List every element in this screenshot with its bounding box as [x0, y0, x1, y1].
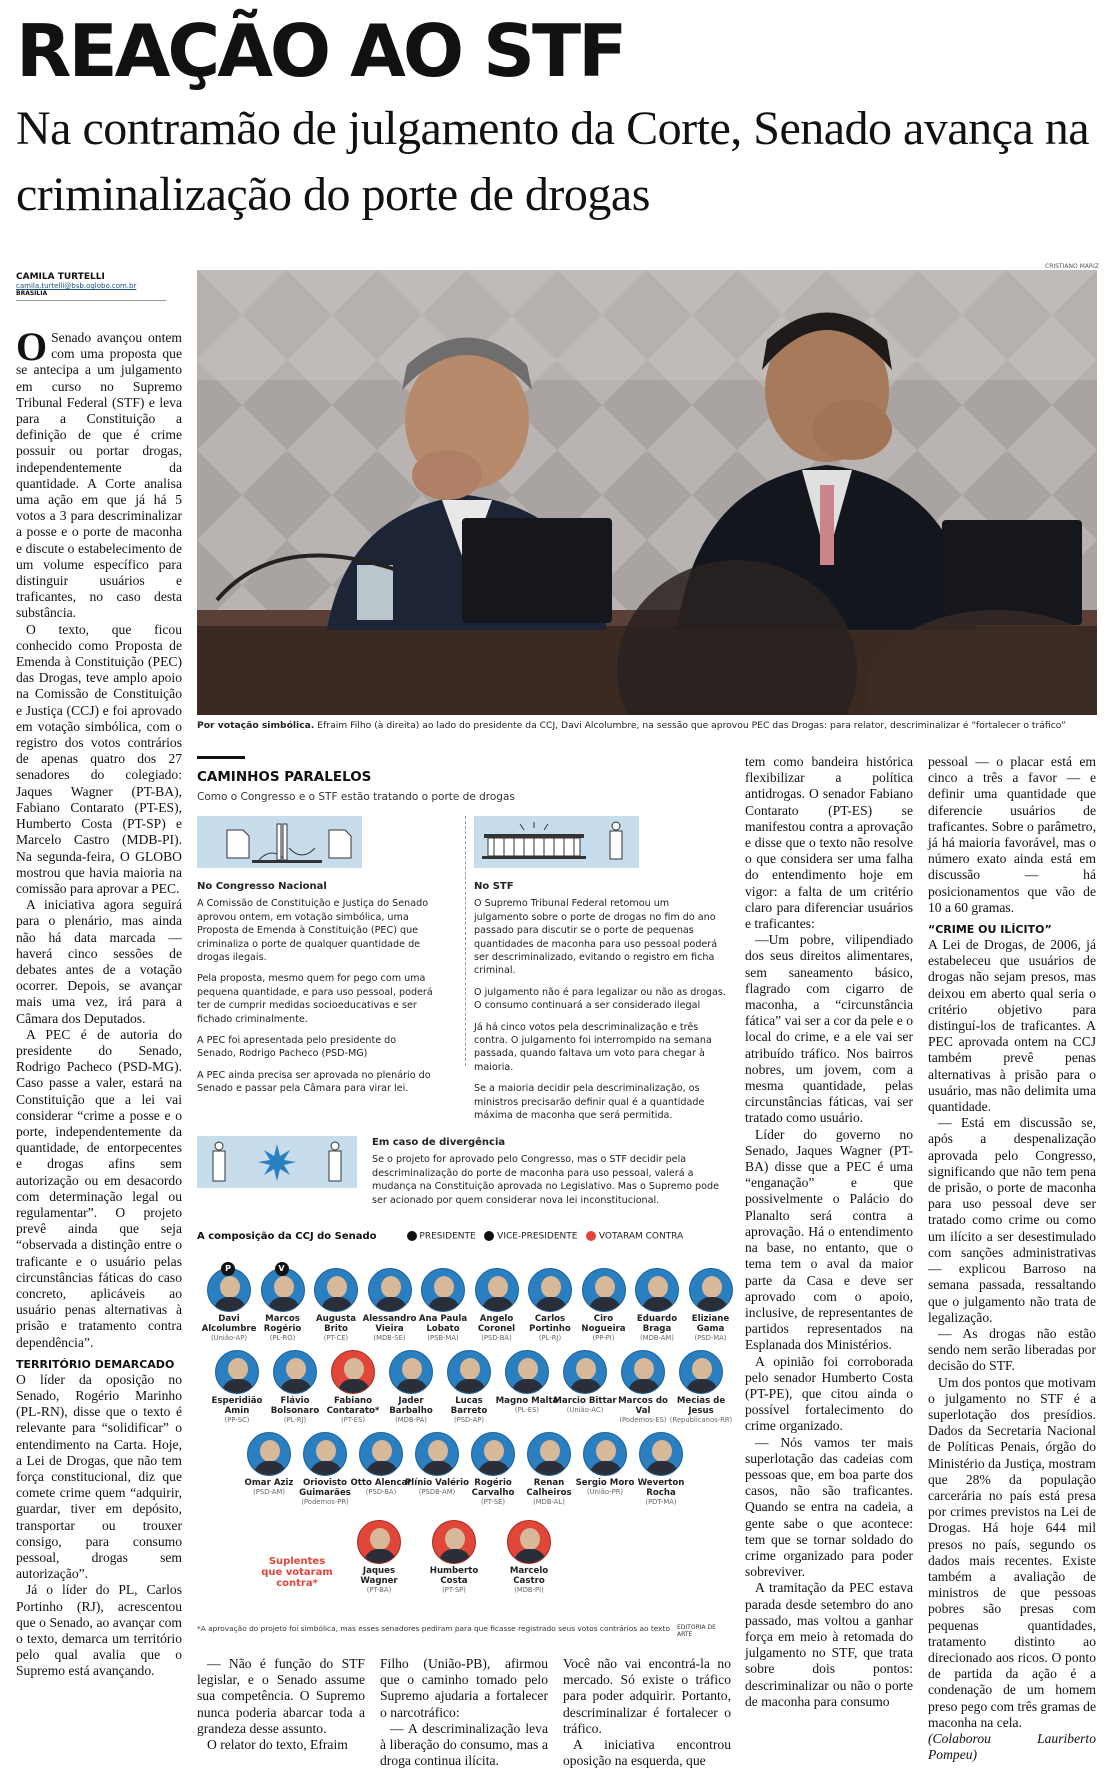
- senator-name: Davi Alcolumbre: [201, 1314, 257, 1334]
- senator-card: [495, 1350, 559, 1414]
- senator-portrait: [635, 1268, 679, 1312]
- senator-name: Humberto Costa: [429, 1566, 479, 1586]
- drop-cap: O: [16, 324, 48, 369]
- senator-party: (União-PR): [586, 1488, 624, 1496]
- paragraph: — As drogas não estão sendo nem serão liberadas por decisão do STF.: [928, 1325, 1096, 1374]
- panel-text: A Comissão de Constituição e Justiça do Senado aprovou ontem, em votação simbólica, uma Proposta de Emenda à Constituição (PEC) que criminaliza o porte de qualquer quantidade de drogas ilegais.: [197, 898, 429, 964]
- senator-card: [321, 1350, 385, 1424]
- paragraph: A opinião foi corroborada pelo senador Humberto Costa (PT-PE), que citou ainda o possível fortalecimento do crime organizado.: [745, 1353, 913, 1434]
- senator-party: (Podemos-PR): [301, 1498, 349, 1506]
- subheading: TERRITÓRIO DEMARCADO: [16, 1357, 175, 1371]
- role-badge: P: [221, 1262, 235, 1276]
- senator-name: Otto Alencar: [350, 1478, 412, 1488]
- senator-name: Omar Aziz: [244, 1478, 294, 1488]
- senator-party: (Republicanos-RR): [669, 1416, 733, 1424]
- photo-credit: CRISTIANO MARIZ: [1045, 263, 1099, 270]
- senator-portrait: [368, 1268, 412, 1312]
- article-bottom-col-b: [380, 1656, 548, 1769]
- senator-name: Angelo Coronel: [477, 1314, 516, 1334]
- infographic: [197, 756, 733, 1638]
- senator-card: [405, 1432, 469, 1496]
- senator-portrait: [359, 1432, 403, 1476]
- panel-text: O Supremo Tribunal Federal retomou um julgamento sobre o porte de drogas no fim do ano passado para discutir se o porte de pequenas quantidades de maconha para uso pessoal poderá ser descriminalizado, evitando o registro em ficha criminal.: [474, 898, 718, 977]
- paragraph: A iniciativa encontrou oposição na esquerda, que: [563, 1737, 731, 1769]
- senator-name: Ciro Nogueira: [581, 1314, 626, 1334]
- paragraph: pessoal — o placar está em cinco a três a favor — e definir uma quantidade que diferencie usuários de traficantes. Sobre o parâmetro, já há maioria favorável, mas o número exato ainda está em discussão — há posicionamentos que vão de 10 a 60 gramas.: [928, 754, 1096, 915]
- caption-lead: Por votação simbólica.: [197, 720, 315, 731]
- senator-portrait: [563, 1350, 607, 1394]
- paragraph: tem como bandeira histórica flexibilizar a política antidrogas. O senador Fabiano Contarato (PT-ES) se manifestou contra a aprovação e disse que o texto não resolve o que considera ser uma falha do entendimento hoje em vigor: a falta de um critério claro para diferenciar usuários e traficantes:: [745, 754, 913, 932]
- senator-party: (PT-SE): [481, 1498, 505, 1506]
- legend-vice: VICE-PRESIDENTE: [497, 1231, 578, 1242]
- panel-text: A PEC foi apresentada pelo presidente do Senado, Rodrigo Pacheco (PSD-MG): [197, 1035, 397, 1060]
- senator-name: Magno Malta: [495, 1396, 559, 1406]
- paragraph: O texto, que ficou conhecido como Proposta de Emenda à Constituição (PEC) das Drogas, teve amplo apoio na Comissão de Constituição e Justiça (CCJ) e foi aprovado em votação simbólica, com o registro dos votos contrários de apenas quatro dos 27 senadores do colegiado: Jaques Wagner (PT-BA), Fabiano Contarato (PT-ES), Humberto Costa (PT-SP) e Marcelo Castro (MDB-PI). Na segunda-feira, O GLOBO mostrou que havia maioria na comissão para aprovar a PEC.: [16, 621, 182, 896]
- article-column-4: [928, 754, 1096, 1763]
- paragraph: O relator do texto, Efraim: [207, 1737, 348, 1753]
- senator-name: Eduardo Braga: [636, 1314, 678, 1334]
- senator-card: [629, 1432, 693, 1506]
- paragraph: — Nós vamos ter mais superlotação das cadeias com pessoas que, em boa parte dos casos, não são traficantes. Quando se entra na cadeia, a gente sabe o que acontece: tem que se tornar soldado do crime organizado para poder sobreviver.: [745, 1434, 913, 1580]
- senator-portrait: [639, 1432, 683, 1476]
- paragraph: A Lei de Drogas, de 2006, já estabeleceu que usuários de drogas não sejam presos, mas deixou em aberto qual seria o critério objetivo para distinguí-los de traficantes. A PEC aprovada ontem na CCJ também prevê penas alternativas à prisão para o usuário, mas não delimita uma quantidade.: [928, 937, 1096, 1115]
- senator-party: (PT-SP): [442, 1586, 466, 1594]
- divergence-box: [197, 1136, 732, 1206]
- senator-portrait: [247, 1432, 291, 1476]
- article-column-3: [745, 754, 913, 1710]
- author-email[interactable]: camila.turtelli@bsb.oglobo.com.br: [16, 282, 137, 290]
- senator-party: (Podemos-ES): [619, 1416, 667, 1424]
- senator-portrait: [303, 1432, 347, 1476]
- divergence-text-block: [372, 1136, 727, 1215]
- senator-portrait: [273, 1350, 317, 1394]
- legend-against: VOTARAM CONTRA: [598, 1231, 684, 1242]
- stf-building-icon: [474, 816, 639, 868]
- caption-text: Efraim Filho (à direita) ao lado do presidente da CCJ, Davi Alcolumbre, na sessão que aprovou PEC das Drogas: para relator, descriminalizar é “fortalecer o tráfico”: [314, 720, 1066, 731]
- senator-party: (PL-RJ): [538, 1334, 562, 1342]
- senator-name: Jaques Wagner: [360, 1566, 398, 1586]
- art-credit: EDITORIA DE ARTE: [677, 1624, 716, 1638]
- paragraph: Líder do governo no Senado, Jaques Wagner (PT-BA) disse que a PEC é uma “enganação” e que possivelmente o Palácio do Planalto será contra a aprovação. Há o entendimento na base, no entanto, que o tema tem o aval da maior parte da Casa e deve ser aprovado com o apoio, inclusive, de representantes de partidos representados na Esplanada dos Ministérios.: [745, 1126, 913, 1353]
- senator-party: (PSD-AM): [253, 1488, 285, 1496]
- senator-name: Eliziane Gama: [691, 1314, 730, 1334]
- paragraph: Você não vai encontrá-la no mercado. Só existe o tráfico para poder adquirir. Portanto, descriminalizar é fortalecer o tráfico.: [563, 1656, 731, 1736]
- senator-card: [517, 1432, 581, 1506]
- senator-party: (MDB-AL): [533, 1498, 565, 1506]
- panel-stf: [474, 880, 726, 1131]
- article-bottom-col-a: [197, 1656, 365, 1753]
- senator-portrait: [421, 1268, 465, 1312]
- legend-president: PRESIDENTE: [419, 1231, 476, 1242]
- dateline-city: BRASÍLIA: [16, 290, 48, 297]
- senator-card: [497, 1520, 561, 1594]
- senator-party: (PSD-BA): [365, 1488, 397, 1496]
- senator-name: Mecias de Jesus: [676, 1396, 726, 1416]
- senator-name: Esperidião Amin: [211, 1396, 263, 1416]
- senator-party: (União-AC): [566, 1406, 604, 1414]
- senator-name: Weverton Rocha: [637, 1478, 685, 1498]
- senator-card: [293, 1432, 357, 1506]
- senator-name: Alessandro Vieira: [362, 1314, 417, 1334]
- panel-congresso: [197, 880, 437, 1104]
- paragraph: O líder da oposição no Senado, Rogério Marinho (PL-RN), disse que o texto é relevante para “solidificar” o entendimento na Carta. Hoje, a Lei de Drogas, que não tem força constitucional, diz que comete crime quem “adquirir, guardar, tiver em depósito, transportar ou trouxer consigo, para consumo pessoal, drogas sem autorização”.: [16, 1371, 182, 1582]
- column-divider: [465, 816, 466, 1066]
- senator-portrait: [582, 1268, 626, 1312]
- senator-name: Marcos Rogério: [263, 1314, 302, 1334]
- senator-name: Carlos Portinho: [529, 1314, 571, 1334]
- senator-party: (PSD-BA): [481, 1334, 512, 1342]
- paragraph: — Não é função do STF legislar, e o Senado assume sua competência. O Supremo nunca poderia abarcar toda a grandeza desse assunto.: [197, 1656, 365, 1736]
- photo-caption: [197, 720, 1097, 732]
- senator-party: (PL-RJ): [283, 1416, 307, 1424]
- panel-text: O julgamento não é para legalizar ou não as drogas. O consumo continuará a ser considerado ilegal: [474, 986, 726, 1012]
- senator-card: [379, 1350, 443, 1424]
- paragraph: Filho (União-PB), afirmou que o caminho tomado pelo Supremo ajudaria a fortalecer o narcotráfico:: [380, 1656, 548, 1720]
- senator-card: [205, 1350, 269, 1424]
- senator-portrait: [475, 1268, 519, 1312]
- senator-name: Marcio Bittar: [553, 1396, 617, 1406]
- panel-text: Já há cinco votos pela descriminalização e três contra. O julgamento foi interrompido na semana passada, quando faltava um voto para chegar à maioria.: [474, 1021, 712, 1073]
- senator-party: (PL-ES): [514, 1406, 540, 1414]
- senator-name: Ana Paula Lobato: [418, 1314, 468, 1334]
- senator-name: Flávio Bolsonaro: [270, 1396, 320, 1416]
- headline: Na contramão de julgamento da Corte, Senado avança na criminalização do porte de drogas: [16, 102, 1090, 221]
- senator-party: (PL-RO): [269, 1334, 296, 1342]
- senator-party: (PT-ES): [341, 1416, 365, 1424]
- infographic-subtitle: Como o Congresso e o STF estão tratando o porte de drogas: [197, 791, 515, 803]
- senator-portrait: [528, 1268, 572, 1312]
- ccj-composition: [197, 1231, 733, 1638]
- role-badge: V: [275, 1262, 289, 1276]
- senator-name: Oriovisto Guimarães: [299, 1478, 351, 1498]
- composition-footnote: *A aprovação do projeto foi simbólica, mas esses senadores pediram para que ficasse registrado seus votos contrários ao texto: [197, 1624, 670, 1633]
- paragraph: —Um pobre, vilipendiado dos seus direitos alimentares, sem saneamento básico, flagrado com cigarro de maconha, a “circunstância fática” vai ser a cor da pele e o local do crime, e a ele vai ser atribuído tráfico. Nos bairros nobres, um jovem, com a mesma quantidade, pelas circunstâncias fáticas, vai ser tratado como usuário.: [745, 932, 913, 1126]
- senator-party: (MDB-PI): [514, 1586, 544, 1594]
- senator-portrait: [471, 1432, 515, 1476]
- paragraph: A PEC é de autoria do presidente do Senado, Rodrigo Pacheco (PSD-MG). Caso passe a valer, estará na Constituição que a lei vai considerar “crime a posse e o porte, independentemente da quantidade, de entorpecentes e drogas afins sem autorização ou em desacordo com determinação legal ou regulamentar”. O projeto prevê ainda que seja “observada a distinção entre o traficante e o usuário pelas circunstâncias fáticas do caso concreto, aplicáveis ao usuário penas alternativas à prisão e tratamento contra dependência”.: [16, 1026, 182, 1350]
- panel-text: Se a maioria decidir pela descriminalização, os ministros precisarão definir qual é a quantidade máxima de maconha que será permitida.: [474, 1083, 705, 1122]
- senator-card: [422, 1520, 486, 1594]
- senator-party: (PDT-MA): [645, 1498, 677, 1506]
- senator-party: (MDB-AM): [640, 1334, 674, 1342]
- senator-portrait: [689, 1268, 733, 1312]
- senator-card: [461, 1432, 525, 1506]
- senator-name: Marcelo Castro: [509, 1566, 549, 1586]
- senator-card: [437, 1350, 501, 1424]
- senator-portrait: [507, 1520, 551, 1564]
- senator-card: [679, 1268, 743, 1342]
- paragraph: — Está em discussão se, após a despenalização aprovada pelo Congresso, significando que não tem pena de prisão, o porte de maconha para uso pessoal deve ser tratado como crime ou como um ilícito a ser desestimulado com sanções administrativas — explicou Barroso na semana passada, ressaltando que o julgamento não trata de legalização.: [928, 1115, 1096, 1325]
- senator-card: [347, 1520, 411, 1594]
- senator-portrait: [432, 1520, 476, 1564]
- senator-portrait: [583, 1432, 627, 1476]
- senator-name: Lucas Barreto: [450, 1396, 488, 1416]
- panel-text: Pela proposta, mesmo quem for pego com uma pequena quantidade, e para uso pessoal, poderá ter de cumprir medidas socioeducativas e ser fichado criminalmente.: [197, 973, 433, 1025]
- senator-party: (PT-CE): [323, 1334, 349, 1342]
- panel-text: A PEC ainda precisa ser aprovada no plenário do Senado e passar pela Câmara para virar lei.: [197, 1069, 431, 1095]
- senator-portrait: [314, 1268, 358, 1312]
- legend: [407, 1231, 684, 1242]
- senator-card: [669, 1350, 733, 1424]
- author-name: CAMILA TURTELLI: [16, 272, 105, 282]
- divergence-icon: [197, 1136, 357, 1188]
- senator-portrait: [621, 1350, 665, 1394]
- senator-name: Renan Calheiros: [526, 1478, 572, 1498]
- senator-card: [611, 1350, 675, 1424]
- senator-portrait: [215, 1350, 259, 1394]
- senator-portrait: [357, 1520, 401, 1564]
- contributor-credit: (Colaborou Lauriberto Pompeu): [928, 1730, 1096, 1763]
- senator-party: (PSD-AP): [453, 1416, 484, 1424]
- paragraph: Já o líder do PL, Carlos Portinho (RJ), acrescentou que o Senado, ao avançar com o texto, demarca um território pelo qual avalia que o Supremo está avançando.: [16, 1582, 182, 1679]
- senator-party: (PSDB-AM): [418, 1488, 456, 1496]
- suplentes-label: Suplentes que votaram contra*: [261, 1556, 333, 1589]
- senator-party: (PP-PI): [592, 1334, 615, 1342]
- senator-name: Marcos do Val: [618, 1396, 668, 1416]
- senator-portrait: [415, 1432, 459, 1476]
- congress-building-icon: [197, 816, 362, 868]
- senator-name: Fabiano Contarato*: [326, 1396, 380, 1416]
- paragraph: — A descriminalização leva à liberação do consumo, mas a droga continua ilícita.: [380, 1720, 548, 1769]
- panel-title: No STF: [474, 881, 514, 892]
- senator-portrait: [527, 1432, 571, 1476]
- senator-portrait: [331, 1350, 375, 1394]
- paragraph: Um dos pontos que motivam o julgamento no STF é a superlotação dos presídios. Dados da Secretaria Nacional de Políticas Penais, órgão do Ministério da Justiça, mostram que 28% da população carcerária no país está presa por crimes previstos na Lei de Drogas. Há hoje 644 mil presos no país, segundo os dados mais recentes. Existe também a avaliação de ministros de que pessoas pobres são presas com pequenas quantidades, tratamento distinto ao direcionado aos ricos. O ponto de partida da ação é a condenação de um homem preso pego com três gramas de maconha na cela.: [928, 1374, 1096, 1730]
- senator-name: Sergio Moro: [575, 1478, 635, 1488]
- infographic-title: CAMINHOS PARALELOS: [197, 769, 372, 785]
- senator-portrait: [447, 1350, 491, 1394]
- senator-portrait: [679, 1350, 723, 1394]
- senator-party: (MDB-PA): [395, 1416, 427, 1424]
- senator-card: [263, 1350, 327, 1424]
- article-column-1: [16, 324, 182, 1680]
- senator-name: Augusta Brito: [315, 1314, 357, 1334]
- paragraph: Senado avançou ontem com uma proposta que se antecipa a um julgamento em curso no Supremo Tribunal Federal (STF) e leva para a Constituição a definição de que é crime possuir ou portar drogas, independentemente da quantidade. A Corte analisa uma ação em que já há 5 votos a 3 para descriminalizar a posse e o porte de maconha e discute o estabelecimento de um volume específico para distinguir usuários e traficantes, no caso desta substância.: [16, 330, 182, 621]
- senator-name: Rogério Carvalho: [471, 1478, 515, 1498]
- senate-photo: [197, 270, 1097, 715]
- divergence-text: Se o projeto for aprovado pelo Congresso, mas o STF decidir pela descriminalização do porte de maconha para uso pessoal, valerá a mudança na Constituição aprovada no Legislativo. Mas o Supremo pode ser acionado por quem considerar nova lei inconstitucional.: [372, 1154, 720, 1206]
- composition-title: A composição da CCJ do Senado: [197, 1231, 377, 1242]
- panel-title: No Congresso Nacional: [197, 881, 327, 892]
- senator-party: (União-AP): [211, 1334, 247, 1342]
- infographic-rule: [197, 756, 245, 759]
- senator-portrait: [505, 1350, 549, 1394]
- article-bottom-col-c: [563, 1656, 731, 1769]
- paragraph: A tramitação da PEC estava parada desde setembro do ano passado, mas voltou a ganhar força em meio à retomada do julgamento no STF, que trata sobre dois pontos: descriminalizar ou não o porte de maconha para consumo: [745, 1580, 913, 1709]
- byline: [16, 272, 166, 301]
- subheading: “CRIME OU ILÍCITO”: [928, 923, 1052, 937]
- senator-party: (PSD-MA): [694, 1334, 727, 1342]
- senator-party: (PT-BA): [366, 1586, 392, 1594]
- section-kicker: REAÇÃO AO STF: [16, 9, 625, 93]
- senator-portrait: [389, 1350, 433, 1394]
- divergence-title: Em caso de divergência: [372, 1137, 506, 1148]
- senator-party: (MDB-SE): [373, 1334, 406, 1342]
- senator-party: (PSB-MA): [427, 1334, 459, 1342]
- senator-card: [349, 1432, 413, 1496]
- senator-name: Plínio Valério: [405, 1478, 469, 1488]
- senator-card: [573, 1432, 637, 1496]
- senator-party: (PP-SC): [224, 1416, 250, 1424]
- paragraph: A iniciativa agora seguirá para o plenário, mas ainda não há data marcada — haverá cinco sessões de debates antes de a votação ocorrer. Depois, se avançar mais uma vez, irá para a Câmara dos Deputados.: [16, 897, 182, 1026]
- senator-card: [553, 1350, 617, 1414]
- senator-name: Jader Barbalho: [389, 1396, 433, 1416]
- senator-card: [237, 1432, 301, 1496]
